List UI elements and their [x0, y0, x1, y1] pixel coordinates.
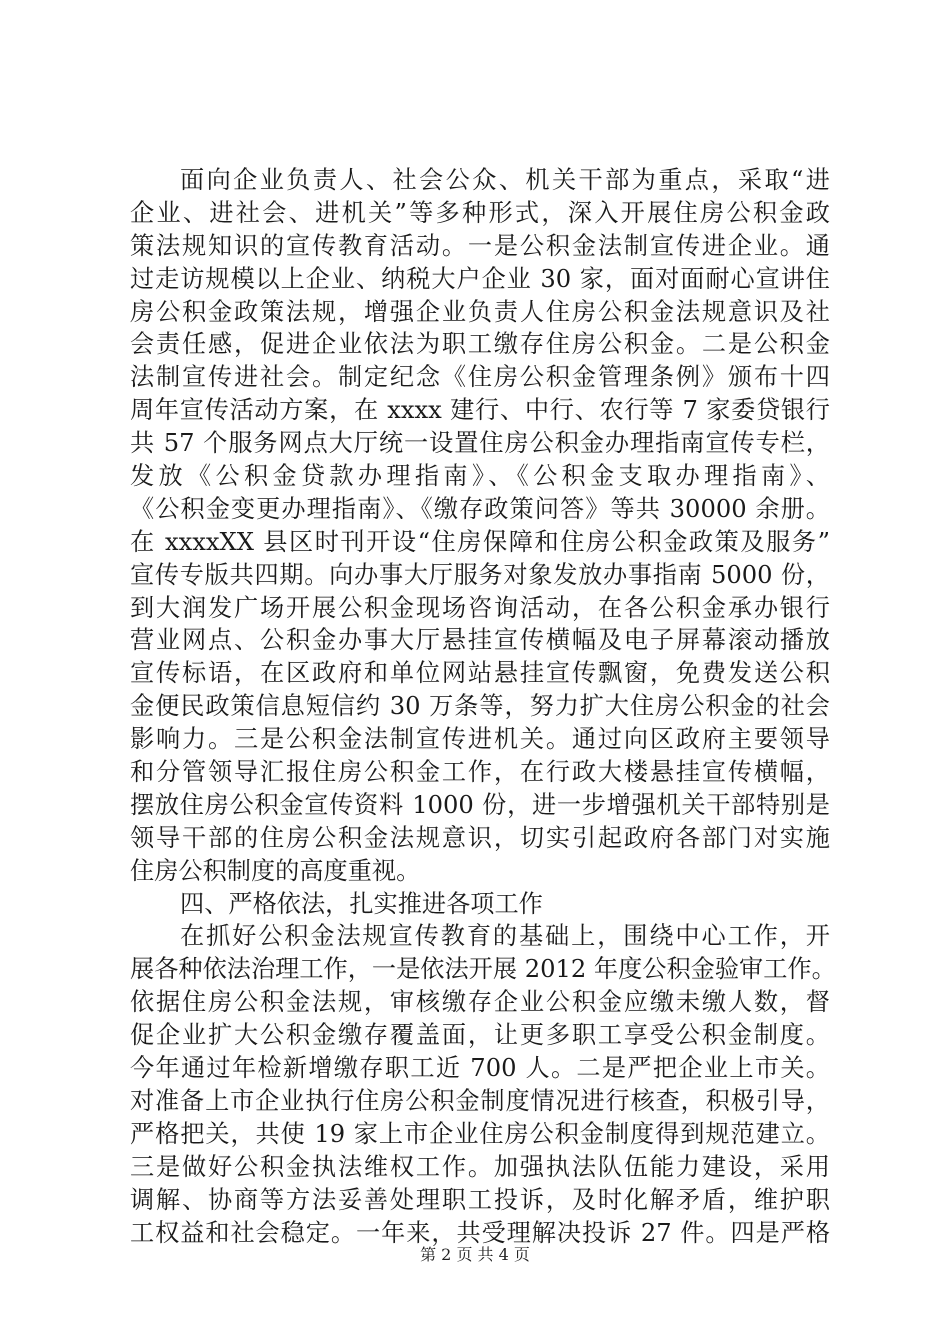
paragraph-line: 周年宣传活动方案，在 xxxx 建行、中行、农行等 7 家委贷银行	[130, 396, 830, 425]
paragraph-line: 调解、协商等方法妥善处理职工投诉，及时化解矛盾，维护职	[130, 1185, 830, 1214]
paragraph-line: 摆放住房公积金宣传资料 1000 份，进一步增强机关干部特别是	[130, 790, 830, 819]
paragraph-line: 房公积金政策法规，增强企业负责人住房公积金法规意识及社	[130, 297, 830, 326]
paragraph-line: 企业、进社会、进机关”等多种形式，深入开展住房公积金政	[130, 198, 830, 227]
paragraph-line: 依据住房公积金法规，审核缴存企业公积金应缴未缴人数，督	[130, 988, 830, 1017]
paragraph-line: 发放《公积金贷款办理指南》、《公积金支取办理指南》、	[130, 462, 830, 491]
paragraph-line: 金便民政策信息短信约 30 万条等，努力扩大住房公积金的社会	[130, 692, 830, 721]
paragraph-line: 在 xxxxXX 县区时刊开设“住房保障和住房公积金政策及服务”	[130, 527, 830, 556]
paragraph-line: 在抓好公积金法规宣传教育的基础上，围绕中心工作，开	[180, 922, 830, 951]
section-heading: 四、严格依法，扎实推进各项工作	[180, 889, 543, 918]
paragraph-line: 到大润发广场开展公积金现场咨询活动，在各公积金承办银行	[130, 593, 830, 622]
paragraph-line: 促企业扩大公积金缴存覆盖面，让更多职工享受公积金制度。	[130, 1021, 830, 1050]
paragraph-line: 宣传标语，在区政府和单位网站悬挂宣传飘窗，免费发送公积	[130, 659, 830, 688]
paragraph-line: 影响力。三是公积金法制宣传进机关。通过向区政府主要领导	[130, 725, 830, 754]
paragraph-line: 面向企业负责人、社会公众、机关干部为重点，采取“进	[180, 166, 830, 194]
paragraph-line: 对准备上市企业执行住房公积金制度情况进行核查，积极引导，	[130, 1086, 830, 1115]
paragraph-line: 展各种依法治理工作，一是依法开展 2012 年度公积金验审工作。	[130, 955, 836, 984]
paragraph-line: 住房公积制度的高度重视。	[130, 856, 421, 885]
paragraph-line: 严格把关，共使 19 家上市企业住房公积金制度得到规范建立。	[130, 1119, 830, 1148]
paragraph-line: 今年通过年检新增缴存职工近 700 人。二是严把企业上市关。	[130, 1054, 830, 1083]
paragraph-line: 过走访规模以上企业、纳税大户企业 30 家，面对面耐心宣讲住	[130, 264, 830, 293]
paragraph-line: 策法规知识的宣传教育活动。一是公积金法制宣传进企业。通	[130, 231, 830, 260]
paragraph-line: 宣传专版共四期。向办事大厅服务对象发放办事指南 5000 份，	[130, 560, 830, 589]
body-text	[130, 164, 836, 1249]
paragraph-line: 共 57 个服务网点大厅统一设置住房公积金办理指南宣传专栏，	[130, 429, 830, 458]
paragraph-line: 《公积金变更办理指南》、《缴存政策问答》等共 30000 余册。	[130, 494, 830, 523]
paragraph-line: 三是做好公积金执法维权工作。加强执法队伍能力建设，采用	[130, 1152, 830, 1181]
paragraph-line: 工权益和社会稳定。一年来，共受理解决投诉 27 件。四是严格	[130, 1218, 830, 1247]
paragraph-line: 和分管领导汇报住房公积金工作，在行政大楼悬挂宣传横幅，	[130, 758, 830, 787]
paragraph-line: 会责任感，促进企业依法为职工缴存住房公积金。二是公积金	[130, 330, 830, 359]
paragraph-line: 营业网点、公积金办事大厅悬挂宣传横幅及电子屏幕滚动播放	[130, 626, 830, 655]
page-footer: 第 2 页 共 4 页	[420, 1245, 530, 1264]
paragraph-line: 法制宣传进社会。制定纪念《住房公积金管理条例》颁布十四	[130, 363, 830, 392]
paragraph-line: 领导干部的住房公积金法规意识，切实引起政府各部门对实施	[130, 823, 830, 852]
